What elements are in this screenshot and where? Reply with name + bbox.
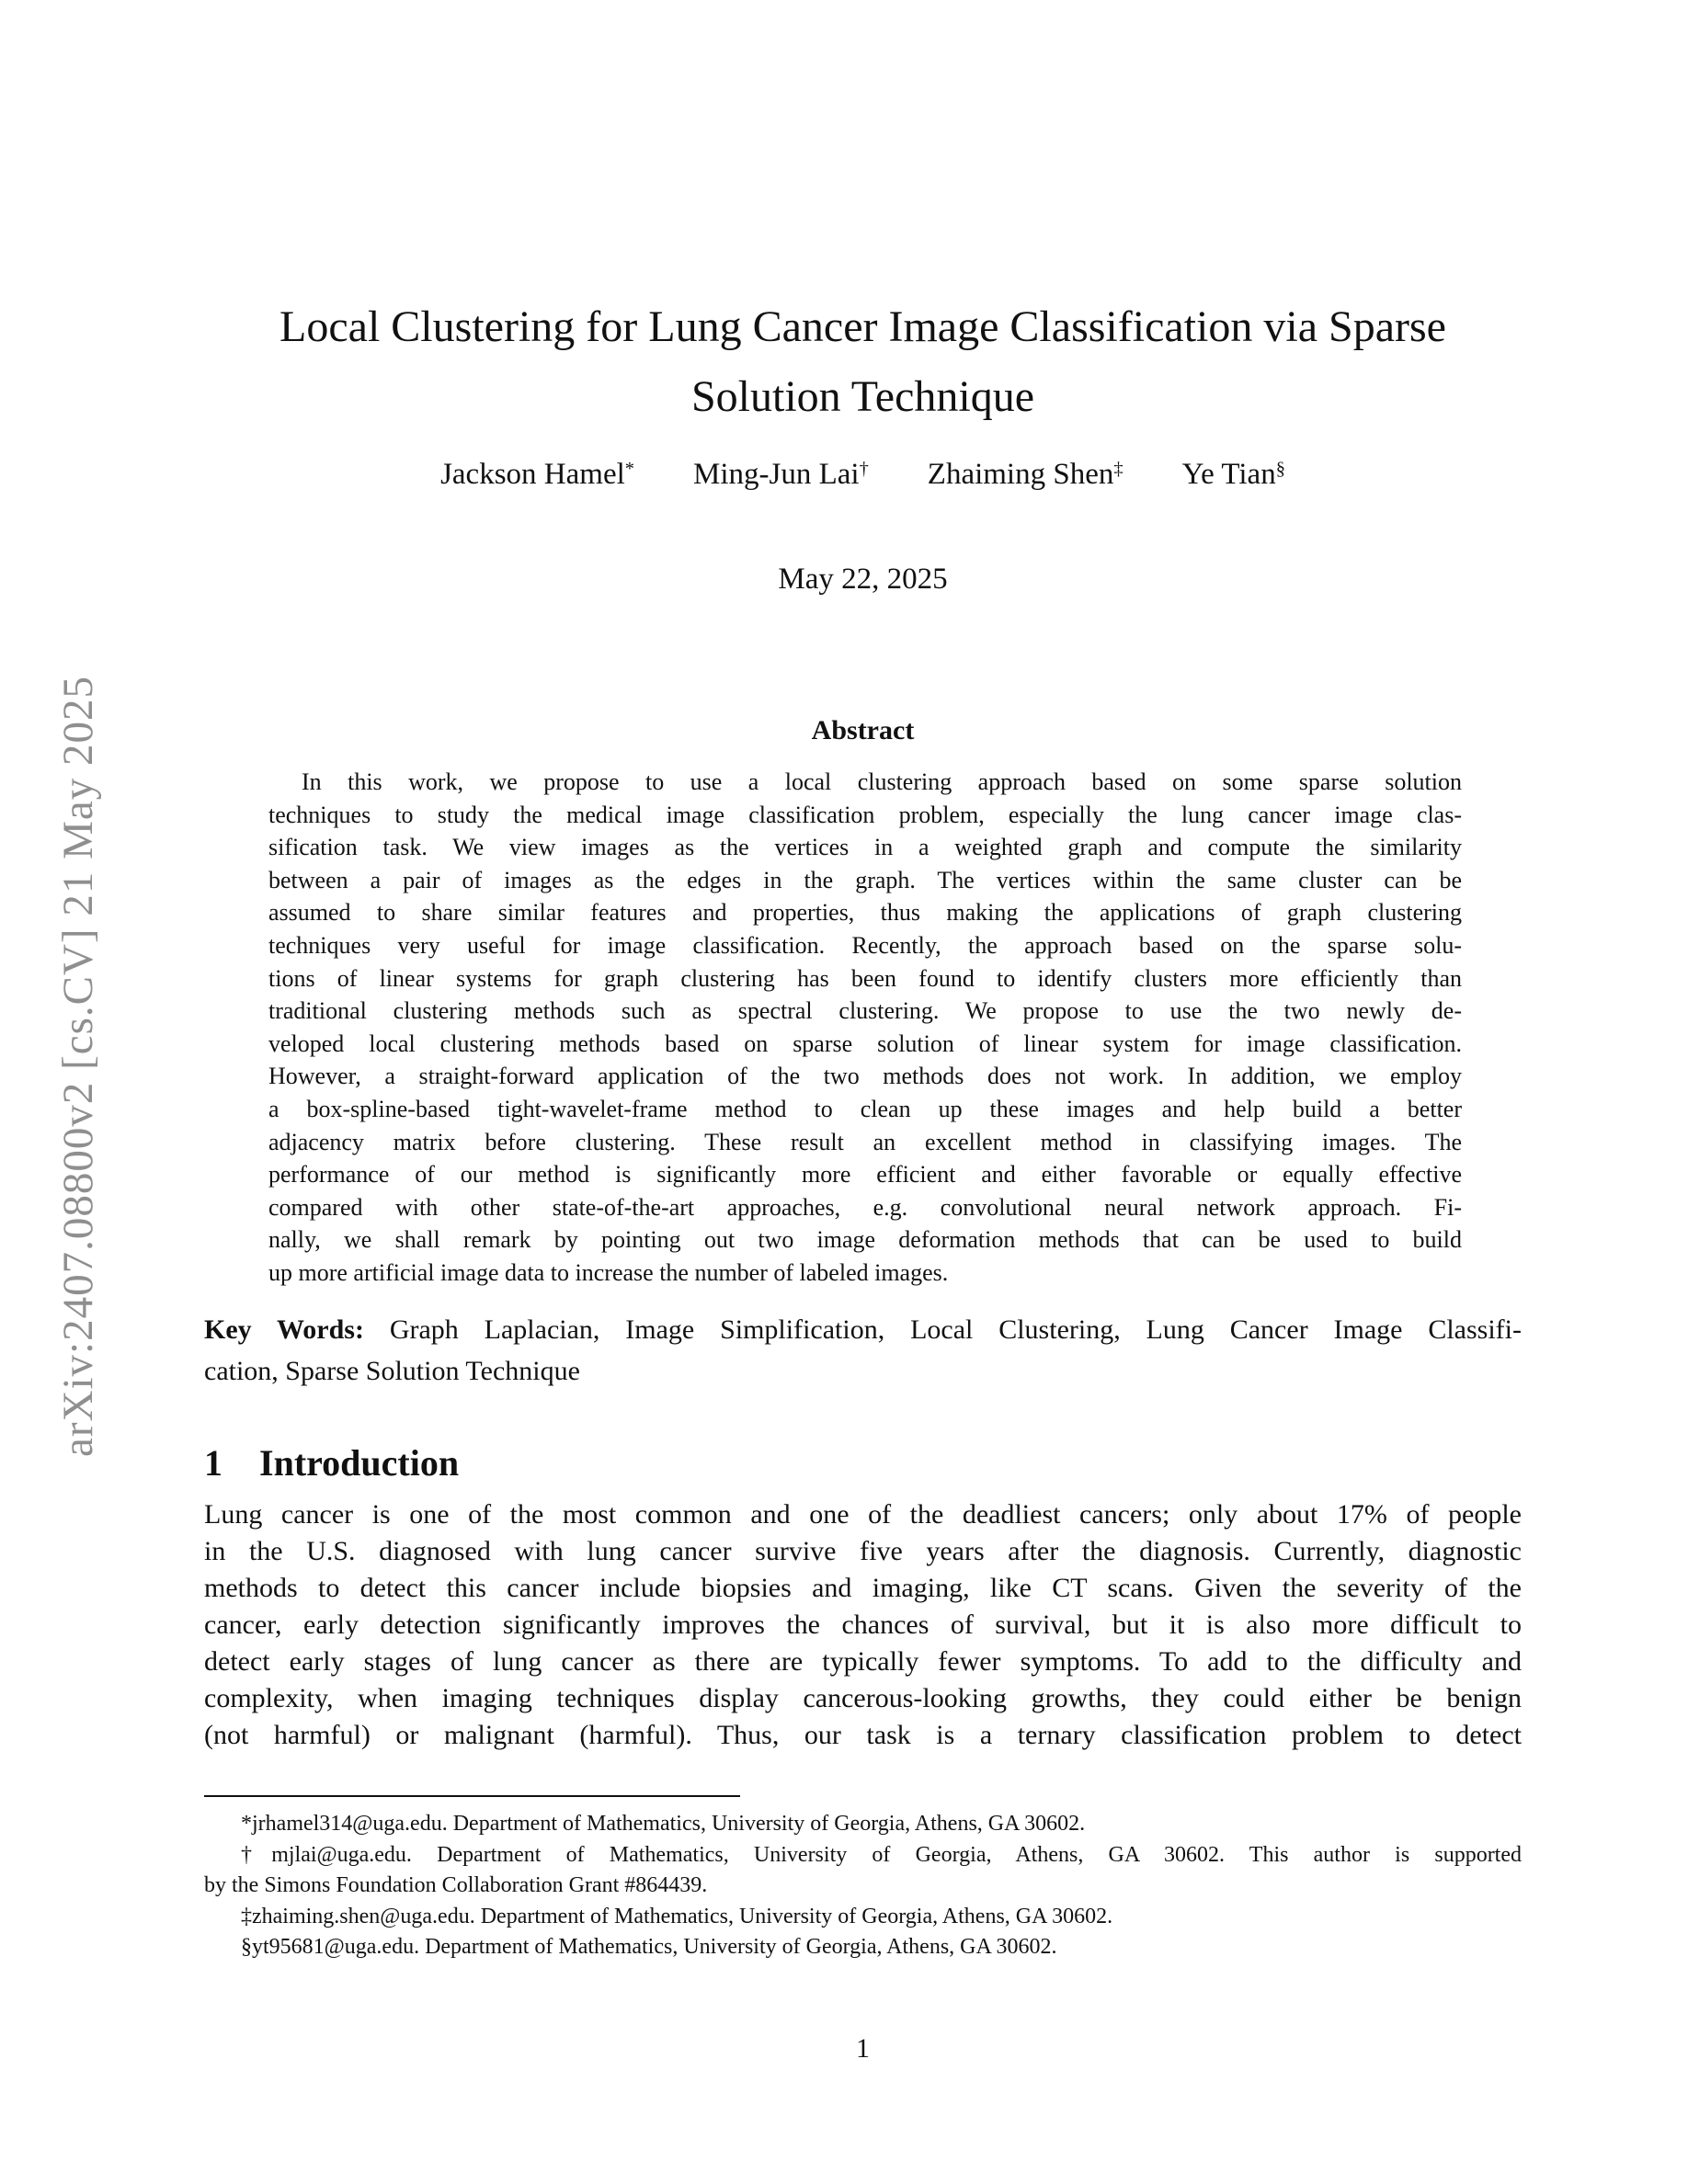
author-name-text: Ye Tian (1181, 458, 1276, 491)
text-line: compared with other state-of-the-art approaches, e.g. convolutional neural network approach. Fi- (268, 1193, 1462, 1221)
section-heading (204, 1441, 1522, 1484)
author-name (693, 458, 869, 492)
text-line: up more artificial image data to increase the number of labeled images. (268, 1258, 949, 1286)
author-footnote-mark: † (859, 458, 869, 479)
author-name (1182, 458, 1285, 492)
text-line: However, a straight-forward application of the two methods does not work. In addition, we employ (268, 1063, 1462, 1090)
text-line: techniques to study the medical image classification problem, especially the lung cancer image clas- (268, 801, 1462, 828)
footnotes-block (204, 1809, 1522, 1963)
introduction-paragraph (204, 1496, 1522, 1754)
author-name (440, 458, 634, 492)
page-content (204, 0, 1522, 2184)
keywords-line2: cation, Sparse Solution Technique (204, 1356, 580, 1386)
text-line: assumed to share similar features and properties, thus making the applications of graph clustering (268, 899, 1462, 927)
text-line: performance of our method is significantly more efficient and either favorable or equally effective (268, 1161, 1462, 1189)
abstract-heading: Abstract (811, 715, 915, 745)
keywords-line1 (204, 1309, 1522, 1350)
text-line: sification task. We view images as the vertices in a weighted graph and compute the similarity (268, 834, 1462, 861)
text-line: §yt95681@uga.edu. Department of Mathematics, University of Georgia, Athens, GA 30602. (241, 1935, 1057, 1959)
text-line: †mjlai@uga.edu. Department of Mathematics, University of Georgia, Athens, GA 30602. This author is supported (241, 1842, 1522, 1867)
text-line: *jrhamel314@uga.edu. Department of Mathematics, University of Georgia, Athens, GA 30602. (241, 1812, 1086, 1836)
paper-title-line2: Solution Technique (690, 372, 1035, 421)
footnote-rule (204, 1795, 740, 1797)
page-number: 1 (856, 2033, 870, 2064)
text-line: nally, we shall remark by pointing out two image deformation methods that can be used to build (268, 1226, 1462, 1254)
text-line: (not harmful) or malignant (harmful). Thus, our task is a ternary classification problem to detect (204, 1720, 1522, 1750)
author-name-text: Ming-Jun Lai (692, 458, 860, 491)
text-line: techniques very useful for image classification. Recently, the approach based on the sparse solu- (268, 931, 1462, 959)
text-line: tions of linear systems for graph clustering has been found to identify clusters more efficiently than (268, 964, 1462, 992)
text-line: adjacency matrix before clustering. These result an excellent method in classifying images. The (268, 1128, 1462, 1155)
text-line: veloped local clustering methods based on sparse solution of linear system for image classification. (268, 1029, 1462, 1057)
text-line: between a pair of images as the edges in the graph. The vertices within the same cluster can be (268, 866, 1462, 893)
text-line: in the U.S. diagnosed with lung cancer survive five years after the diagnosis. Currently, diagnostic (204, 1536, 1522, 1566)
text-line: cancer, early detection significantly improves the chances of survival, but it is also more difficult to (204, 1610, 1522, 1640)
section-title: Introduction (259, 1442, 460, 1484)
keywords-text: Graph Laplacian, Image Simplification, Local Clustering, Lung Cancer Image Classifi- (363, 1314, 1523, 1345)
author-name-text: Jackson Hamel (440, 458, 625, 491)
text-line: Lung cancer is one of the most common and one of the deadliest cancers; only about 17% of people (204, 1499, 1522, 1530)
text-line: traditional clustering methods such as spectral clustering. We propose to use the two newly de- (268, 997, 1462, 1025)
author-name-text: Zhaiming Shen (927, 458, 1114, 491)
arxiv-watermark: arXiv:2407.08800v2 [cs.CV] 21 May 2025 (54, 676, 102, 1457)
author-footnote-mark: ‡ (1113, 458, 1123, 479)
keywords-label: Key Words: (204, 1314, 364, 1345)
author-footnote-mark: § (1275, 458, 1285, 479)
text-line: ‡zhaiming.shen@uga.edu. Department of Mathematics, University of Georgia, Athens, GA 30602. (241, 1904, 1113, 1928)
text-line: methods to detect this cancer include biopsies and imaging, like CT scans. Given the severity of the (204, 1573, 1522, 1603)
section-number: 1 (204, 1442, 222, 1484)
abstract-body (268, 766, 1462, 1290)
text-line: by the Simons Foundation Collaboration Grant #864439. (204, 1873, 708, 1897)
text-line: detect early stages of lung cancer as there are typically fewer symptoms. To add to the difficulty and (204, 1646, 1522, 1677)
text-line: complexity, when imaging techniques display cancerous-looking growths, they could either be benign (204, 1683, 1522, 1713)
author-footnote-mark: * (624, 458, 634, 479)
keywords-block (204, 1309, 1522, 1392)
paper-title (204, 292, 1522, 432)
text-line: a box-spline-based tight-wavelet-frame method to clean up these images and help build a better (268, 1095, 1462, 1122)
paper-date: May 22, 2025 (778, 563, 948, 596)
paper-title-line1: Local Clustering for Lung Cancer Image Classification via Sparse (279, 302, 1446, 351)
text-line: In this work, we propose to use a local clustering approach based on some sparse solution (302, 768, 1462, 795)
author-list (204, 458, 1522, 492)
author-name (928, 458, 1123, 492)
